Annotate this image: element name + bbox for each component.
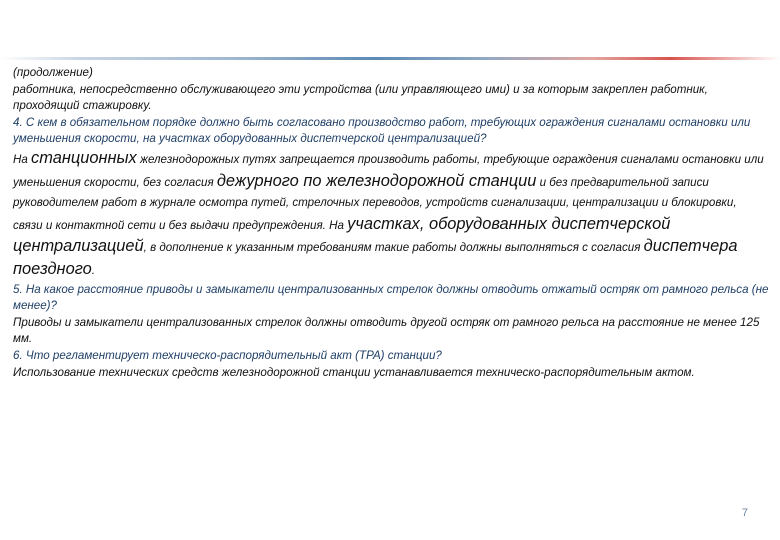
intro-text: работника, непосредственно обслуживающего эти устройства (или управляющего ими) и за которым закреплен работник, проходящий стажировку. [13, 82, 708, 113]
answer-5: Приводы и замыкатели централизованных стрелок должны отводить другой остряк от рамного рельса на расстояние не менее 125 мм. [13, 315, 760, 346]
answer-4-emphasis: диспетчера поездного [13, 237, 738, 278]
slide-content [13, 65, 769, 381]
answer-4-segment: . [91, 263, 95, 277]
answer-4-segment: железнодорожных путях запрещается производить работы, требующие ограждения сигналами остановки или уменьшения скорости, без согласия [13, 152, 764, 189]
answer-4-segment: , в дополнение к указанным требованиям такие работы должны выполняться с согласия [143, 241, 644, 255]
question-6: 6. Что регламентирует техническо-распорядительный акт (ТРА) станции? [13, 348, 442, 362]
answer-4 [13, 148, 769, 282]
question-4: 4. С кем в обязательном порядке должно быть согласовано производство работ, требующих ограждения сигналами остановки или уменьшения скорости, на участках оборудованных диспетчерской централизацией? [13, 115, 751, 146]
answer-6: Использование технических средств железнодорожной станции устанавливается техническо-распорядительным актом. [13, 365, 695, 379]
header-divider [0, 57, 780, 60]
answer-4-emphasis: станционных [31, 148, 137, 167]
answer-4-emphasis: дежурного по железнодорожной станции [216, 171, 537, 190]
continuation-label: (продолжение) [13, 66, 93, 79]
page-number: 7 [741, 507, 748, 519]
answer-4-segment: На [13, 152, 32, 166]
answer-4-segment: и без предварительной записи руководителем работ в журнале осмотра путей, стрелочных переводов, устройств сигнализации, централизации и блокировки, связи и контактной сети и без выдачи предупреждения. На [13, 175, 737, 232]
answer-4-emphasis: участках, оборудованных диспетчерской централизацией [13, 214, 671, 256]
question-5: 5. На какое расстояние приводы и замыкатели централизованных стрелок должны отводить отжатый остряк от рамного рельса (не менее)? [13, 282, 769, 313]
